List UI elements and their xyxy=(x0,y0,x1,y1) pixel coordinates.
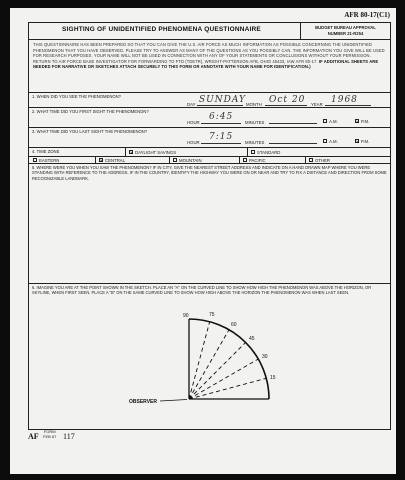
angle-line-60 xyxy=(189,330,229,399)
tz-standard-label: STANDARD xyxy=(257,150,281,155)
question-2-label: 2. WHAT TIME DID YOU FIRST SIGHT THE PHENOMENON? xyxy=(32,109,149,114)
tick-label-90: 90 xyxy=(183,313,189,319)
q3-pm-label: P.M. xyxy=(361,139,370,144)
question-3-section xyxy=(29,127,390,147)
question-5-label: 5. WHERE WERE YOU WHEN YOU SAW THE PHENOMENON? IF IN CITY, GIVE THE NEAREST STREET ADDRESS AND INDICATE ON A HAND DRAWN MAP WHERE YOU WERE STANDING WITH REFERENCE TO THE ADDRESS. IF IN THE COUNTRY, IDENTIFY THE HIGHWAY YOU WERE ON OR NEAR AND TRY TO FIX A DISTANCE AND DIRECTION FROM SOME RECOGNIZABLE LANDMARK. xyxy=(32,165,387,181)
tick-label-30: 30 xyxy=(262,354,268,360)
tz-central-label: CENTRAL xyxy=(105,158,126,163)
question-4-section xyxy=(29,147,390,163)
tz-other-label: OTHER xyxy=(315,158,331,163)
observer-label: OBSERVER xyxy=(129,399,157,405)
tz-mountain-checkbox[interactable] xyxy=(173,158,177,162)
elevation-sketch[interactable] xyxy=(29,284,392,424)
footer-form-number: 117 xyxy=(63,432,75,441)
footer-form-date: FEB 67 xyxy=(43,433,57,439)
question-6-section xyxy=(29,283,390,430)
question-1-label: 1. WHEN DID YOU SEE THE PHENOMENON? xyxy=(32,94,121,99)
form-header xyxy=(29,23,390,40)
tz-daylight-savings-checkbox[interactable]: X xyxy=(130,150,133,155)
questionnaire-page xyxy=(10,8,396,474)
tick-label-75: 75 xyxy=(209,312,215,318)
question-4-label: 4. TIME ZONE xyxy=(32,149,60,154)
q2-pm-checkbox[interactable]: X xyxy=(356,119,359,124)
q3-minutes-label: MINUTES xyxy=(245,140,265,145)
tz-central-checkbox[interactable]: X xyxy=(100,158,103,163)
footer-form-word: FORM xyxy=(43,429,56,434)
intro-paragraph xyxy=(33,42,387,70)
q2-hour-value[interactable]: 6:45 xyxy=(209,112,234,122)
tz-divider xyxy=(247,148,248,156)
day-label: DAY xyxy=(187,102,196,107)
month-value[interactable]: Oct 20 xyxy=(269,95,306,105)
q2-minutes-label: MINUTES xyxy=(245,120,265,125)
angle-line-75 xyxy=(189,322,210,399)
q2-pm-label: P.M. xyxy=(361,119,370,124)
year-line xyxy=(325,105,371,106)
tz-divider xyxy=(125,148,126,156)
tz-eastern-checkbox[interactable] xyxy=(33,158,37,162)
q2-am-label: A.M. xyxy=(329,119,338,124)
question-3-label: 3. WHAT TIME DID YOU LAST SIGHT THE PHENOMENON? xyxy=(32,129,148,134)
q2-hour-label: HOUR xyxy=(187,120,200,125)
tz-pacific-checkbox[interactable] xyxy=(243,158,247,162)
angle-line-30 xyxy=(189,359,258,399)
month-label: MONTH xyxy=(246,102,262,107)
question-2-section xyxy=(29,107,390,127)
q3-am-label: A.M. xyxy=(329,139,338,144)
q2-minutes-line xyxy=(269,123,317,124)
q3-minutes-line xyxy=(269,143,317,144)
tz-standard-checkbox[interactable] xyxy=(251,150,255,154)
q2-am-checkbox[interactable] xyxy=(323,119,327,123)
day-value[interactable]: SUNDAY xyxy=(199,95,246,105)
questionnaire-form xyxy=(28,22,391,430)
q3-hour-label: HOUR xyxy=(187,140,200,145)
tick-label-15: 15 xyxy=(270,375,276,381)
day-line xyxy=(197,105,243,106)
question-1-section xyxy=(29,92,390,107)
tz-eastern-label: EASTERN xyxy=(39,158,60,163)
footer-af: AF xyxy=(28,432,39,441)
budget-line-1: BUDGET BUREAU APPROVAL xyxy=(315,25,376,30)
q3-pm-checkbox[interactable]: X xyxy=(356,139,359,144)
form-regulation-number: AFR 80-17(C1) xyxy=(344,11,390,19)
tick-label-45: 45 xyxy=(249,336,255,342)
q3-am-checkbox[interactable] xyxy=(323,139,327,143)
question-6-label: 6. IMAGINE YOU ARE AT THE POINT SHOWN IN THE SKETCH. PLACE AN "A" ON THE CURVED LINE TO SHOW HOW HIGH THE PHENOMENON WAS ABOVE THE HORIZON, OR SKYLINE, WHEN FIRST SEEN. PLACE A "B" ON THE SAME CURVED LINE TO SHOW HOW HIGH ABOVE THE HORIZON THE PHENOMENON WAS WHEN LAST SEEN. xyxy=(32,285,372,296)
intro-emphasis: IF ADDITIONAL SHEETS ARE NEEDED FOR NARRATIVE OR SKETCHES ATTACH SECURELY TO THIS FORM OR ANNOTATE WITH YOUR NAME FOR IDENTIFICATION.) xyxy=(33,58,379,69)
month-line xyxy=(265,105,307,106)
q2-hour-line xyxy=(201,123,241,124)
budget-line-2: NUMBER 21-R254 xyxy=(327,30,364,36)
tz-daylight-savings-label: DAYLIGHT SAVINGS xyxy=(135,150,177,155)
budget-approval-box xyxy=(300,23,390,39)
year-label: YEAR xyxy=(311,102,323,107)
angle-line-15 xyxy=(189,378,266,399)
footer-form-block xyxy=(43,430,56,439)
tz-pacific-label: PACIFIC xyxy=(249,158,266,163)
angle-line-45 xyxy=(189,342,246,399)
observer-pointer xyxy=(160,400,187,402)
tz-other-checkbox[interactable] xyxy=(309,158,313,162)
intro-text: THIS QUESTIONNAIRE HAS BEEN PREPARED SO THAT YOU CAN GIVE THE U.S. AIR FORCE AS MUCH INFORMATION AS POSSIBLE CONCERNING THE UNIDENTIFIED PHENOMENON THAT YOU HAVE OBSERVED. PLEASE TRY TO ANSWER AS MANY OF THE QUESTIONS AS YOU POSSIBLY CAN. THE INFORMATION YOU GIVE WILL BE USED FOR RESEARCH PURPOSES. YOUR NAME WILL NOT BE USED IN CONNECTION WITH ANY OF YOUR STATEMENTS OR CONCLUSIONS WITHOUT YOUR PERMISSION. RETURN TO AIR FORCE BASE INVESTIGATOR FOR FORWARDING TO FTD (TDETR), WRIGHT-PATTERSON AFB, OHIO 45433, IAW AFR 80-17. xyxy=(33,42,385,64)
year-value[interactable]: 1968 xyxy=(331,95,358,105)
q3-hour-value[interactable]: 7:15 xyxy=(209,132,234,142)
q3-hour-line xyxy=(201,143,241,144)
tz-mountain-label: MOUNTAIN xyxy=(179,158,202,163)
tick-label-60: 60 xyxy=(231,322,237,328)
question-5-section[interactable] xyxy=(29,163,390,283)
form-title: SIGHTING OF UNIDENTIFIED PHENOMENA QUESTIONNAIRE xyxy=(62,26,261,33)
